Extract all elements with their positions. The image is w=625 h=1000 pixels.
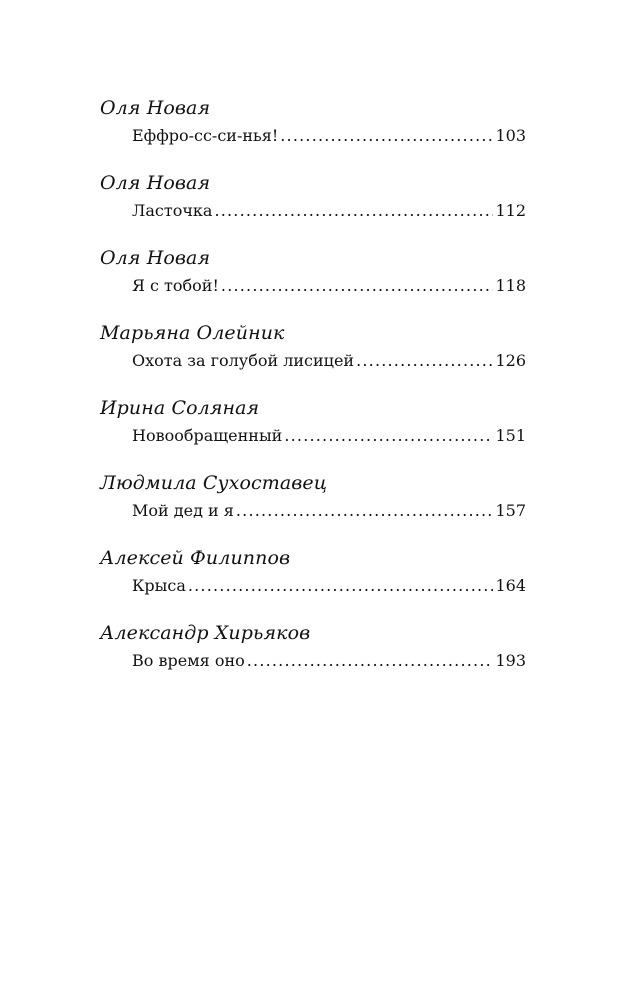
entry-title: Ласточка <box>132 201 213 220</box>
entry-title: Во время оно <box>132 651 245 670</box>
entry-author: Алексей Филиппов <box>100 547 291 569</box>
entry-page-number: 151 <box>495 426 526 445</box>
dot-leader <box>221 273 494 299</box>
entry-line <box>132 348 526 374</box>
dot-leader <box>236 498 494 524</box>
toc-entry <box>100 620 526 695</box>
toc-entry <box>100 470 526 545</box>
entry-page-number: 126 <box>495 351 526 370</box>
entry-line <box>132 648 526 674</box>
entry-author: Оля Новая <box>100 172 211 194</box>
dot-leader <box>356 348 493 374</box>
entry-page-number: 118 <box>495 276 526 295</box>
entry-line <box>132 573 526 599</box>
toc-entry <box>100 395 526 470</box>
entry-author: Оля Новая <box>100 97 211 119</box>
dot-leader <box>284 423 493 449</box>
entry-line <box>132 198 526 224</box>
entry-page-number: 164 <box>495 576 526 595</box>
toc-entry <box>100 95 526 170</box>
entry-author: Ирина Соляная <box>100 397 260 419</box>
entry-title: Крыса <box>132 576 186 595</box>
entry-page-number: 157 <box>495 501 526 520</box>
table-of-contents <box>100 95 526 695</box>
entry-title: Еффро-сс-си-нья! <box>132 126 279 145</box>
entry-author: Оля Новая <box>100 247 211 269</box>
entry-page-number: 112 <box>495 201 526 220</box>
dot-leader <box>247 648 494 674</box>
entry-title: Охота за голубой лисицей <box>132 351 355 370</box>
entry-title: Новообращенный <box>132 426 283 445</box>
entry-author: Людмила Сухоставец <box>100 472 328 494</box>
entry-line <box>132 498 526 524</box>
entry-line <box>132 423 526 449</box>
toc-entry <box>100 245 526 320</box>
toc-entry <box>100 170 526 245</box>
entry-title: Я с тобой! <box>132 276 219 295</box>
entry-author: Александр Хирьяков <box>100 622 311 644</box>
entry-line <box>132 273 526 299</box>
entry-line <box>132 123 526 149</box>
entry-page-number: 103 <box>495 126 526 145</box>
dot-leader <box>280 123 493 149</box>
toc-entry <box>100 320 526 395</box>
dot-leader <box>188 573 494 599</box>
toc-entry <box>100 545 526 620</box>
entry-title: Мой дед и я <box>132 501 234 520</box>
entry-author: Марьяна Олейник <box>100 322 285 344</box>
dot-leader <box>214 198 493 224</box>
entry-page-number: 193 <box>495 651 526 670</box>
